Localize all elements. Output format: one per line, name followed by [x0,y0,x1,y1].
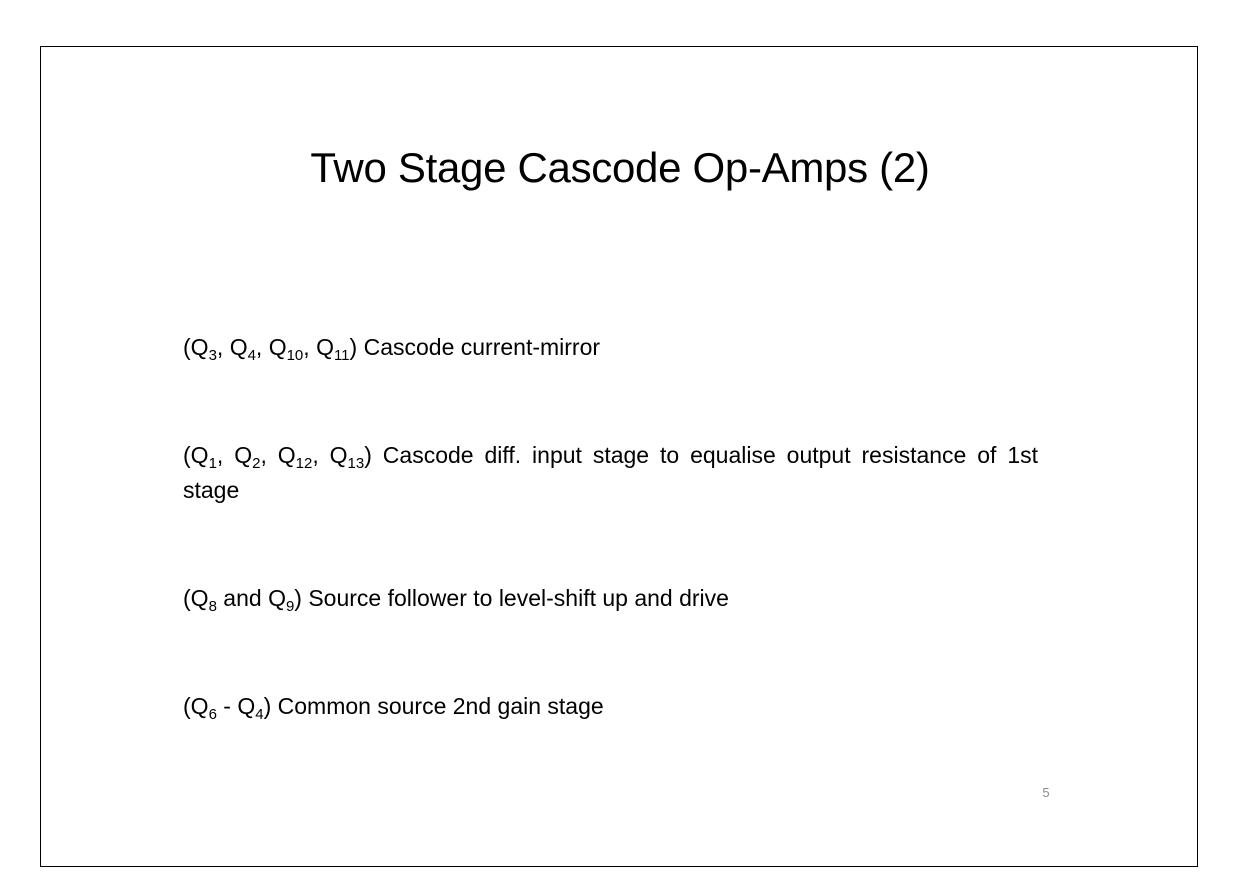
bullet-common-source-gain-stage: $(Q_6 - Q_4)$ Common source 2nd gain stage [183,693,604,723]
slide-title: Two Stage Cascode Op-Amps (2) [310,144,930,191]
bullet-cascode-diff-input-stage: ($Q_1$, $Q_2$, $Q_{12}$, $Q_{13}$) Cascode diff. input stage to equalise output resistance of 1st stage [183,442,1039,503]
bullet-source-follower: ($Q_8$ and $Q_9$) Source follower to level-shift up and drive [183,585,729,615]
bullet-cascode-current-mirror: ($Q_3$, $Q_4$, $Q_{10}$, $Q_{11}$) Cascode current-mirror [183,334,601,364]
page-number: 5 [1042,785,1050,800]
slide [40,46,1198,867]
